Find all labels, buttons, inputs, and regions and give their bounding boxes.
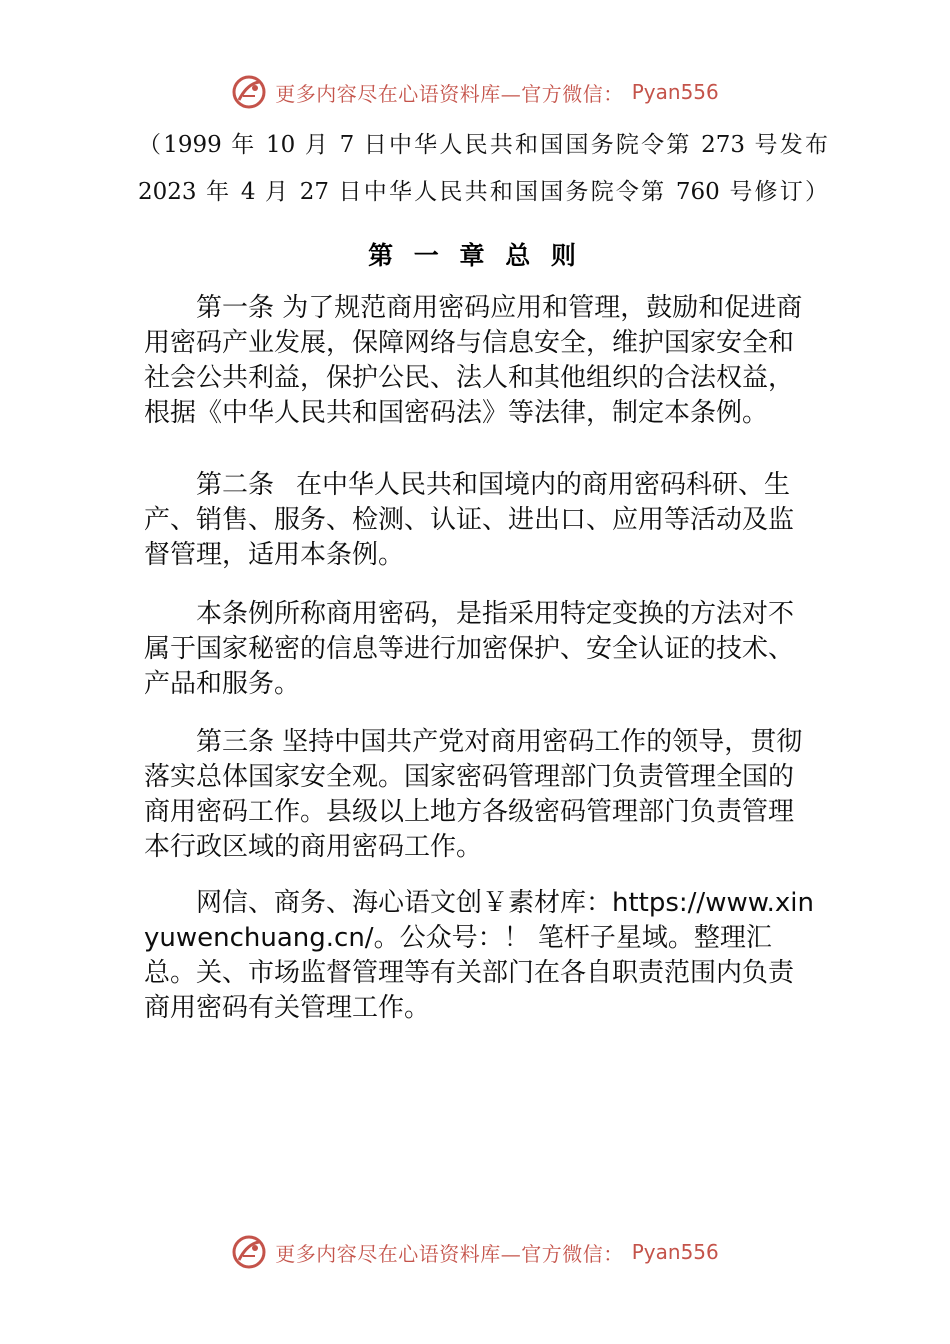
watermark-header (0, 74, 950, 110)
article-text: 网信、商务、海心语文创￥素材库：https://www.xinyuwenchuang.cn/。公众号：！ 笔杆子星域。整理汇总。关、市场监督管理等有关部门在各自职责范围内负责商用密码有关管理工作。 (144, 888, 814, 1023)
article-label: 第三条 (196, 727, 275, 757)
watermark-footer (0, 1234, 950, 1270)
article-text: 坚持中国共产党对商用密码工作的领导，贯彻落实总体国家安全观。国家密码管理部门负责管理全国的商用密码工作。县级以上地方各级密码管理部门负责管理本行政区域的商用密码工作。 (144, 727, 803, 862)
article-label: 第二条 (196, 470, 275, 500)
article-paragraph (144, 468, 816, 573)
chapter-title: 第 一 章 总 则 (368, 241, 582, 270)
logo-icon (231, 74, 267, 110)
publication-line-1: （1999 年 10 月 7 日中华人民共和国国务院令第 273 号发布 (138, 132, 828, 158)
watermark-text: 更多内容尽在心语资料库—官方微信： (275, 1241, 624, 1266)
article-label: 第一条 (196, 293, 275, 323)
publication-line-2: 2023 年 4 月 27 日中华人民共和国国务院令第 760 号修订） (138, 179, 828, 205)
article-text: 为了规范商用密码应用和管理，鼓励和促进商用密码产业发展，保障网络与信息安全，维护国家安全和社会公共利益，保护公民、法人和其他组织的合法权益，根据《中华人民共和国密码法》等法律，制定本条例。 (144, 293, 803, 428)
watermark-contact: Pyan556 (631, 1240, 719, 1264)
article-paragraph (144, 597, 816, 702)
article-paragraph (144, 886, 816, 1026)
article-text: 本条例所称商用密码，是指采用特定变换的方法对不属于国家秘密的信息等进行加密保护、安全认证的技术、产品和服务。 (144, 599, 795, 699)
logo-icon (231, 1234, 267, 1270)
watermark-contact: Pyan556 (631, 80, 719, 104)
article-paragraph (144, 725, 816, 865)
article-text: 在中华人民共和国境内的商用密码科研、生产、销售、服务、检测、认证、进出口、应用等活动及监督管理，适用本条例。 (144, 470, 795, 570)
watermark-text: 更多内容尽在心语资料库—官方微信： (275, 81, 624, 106)
article-paragraph (144, 291, 816, 431)
